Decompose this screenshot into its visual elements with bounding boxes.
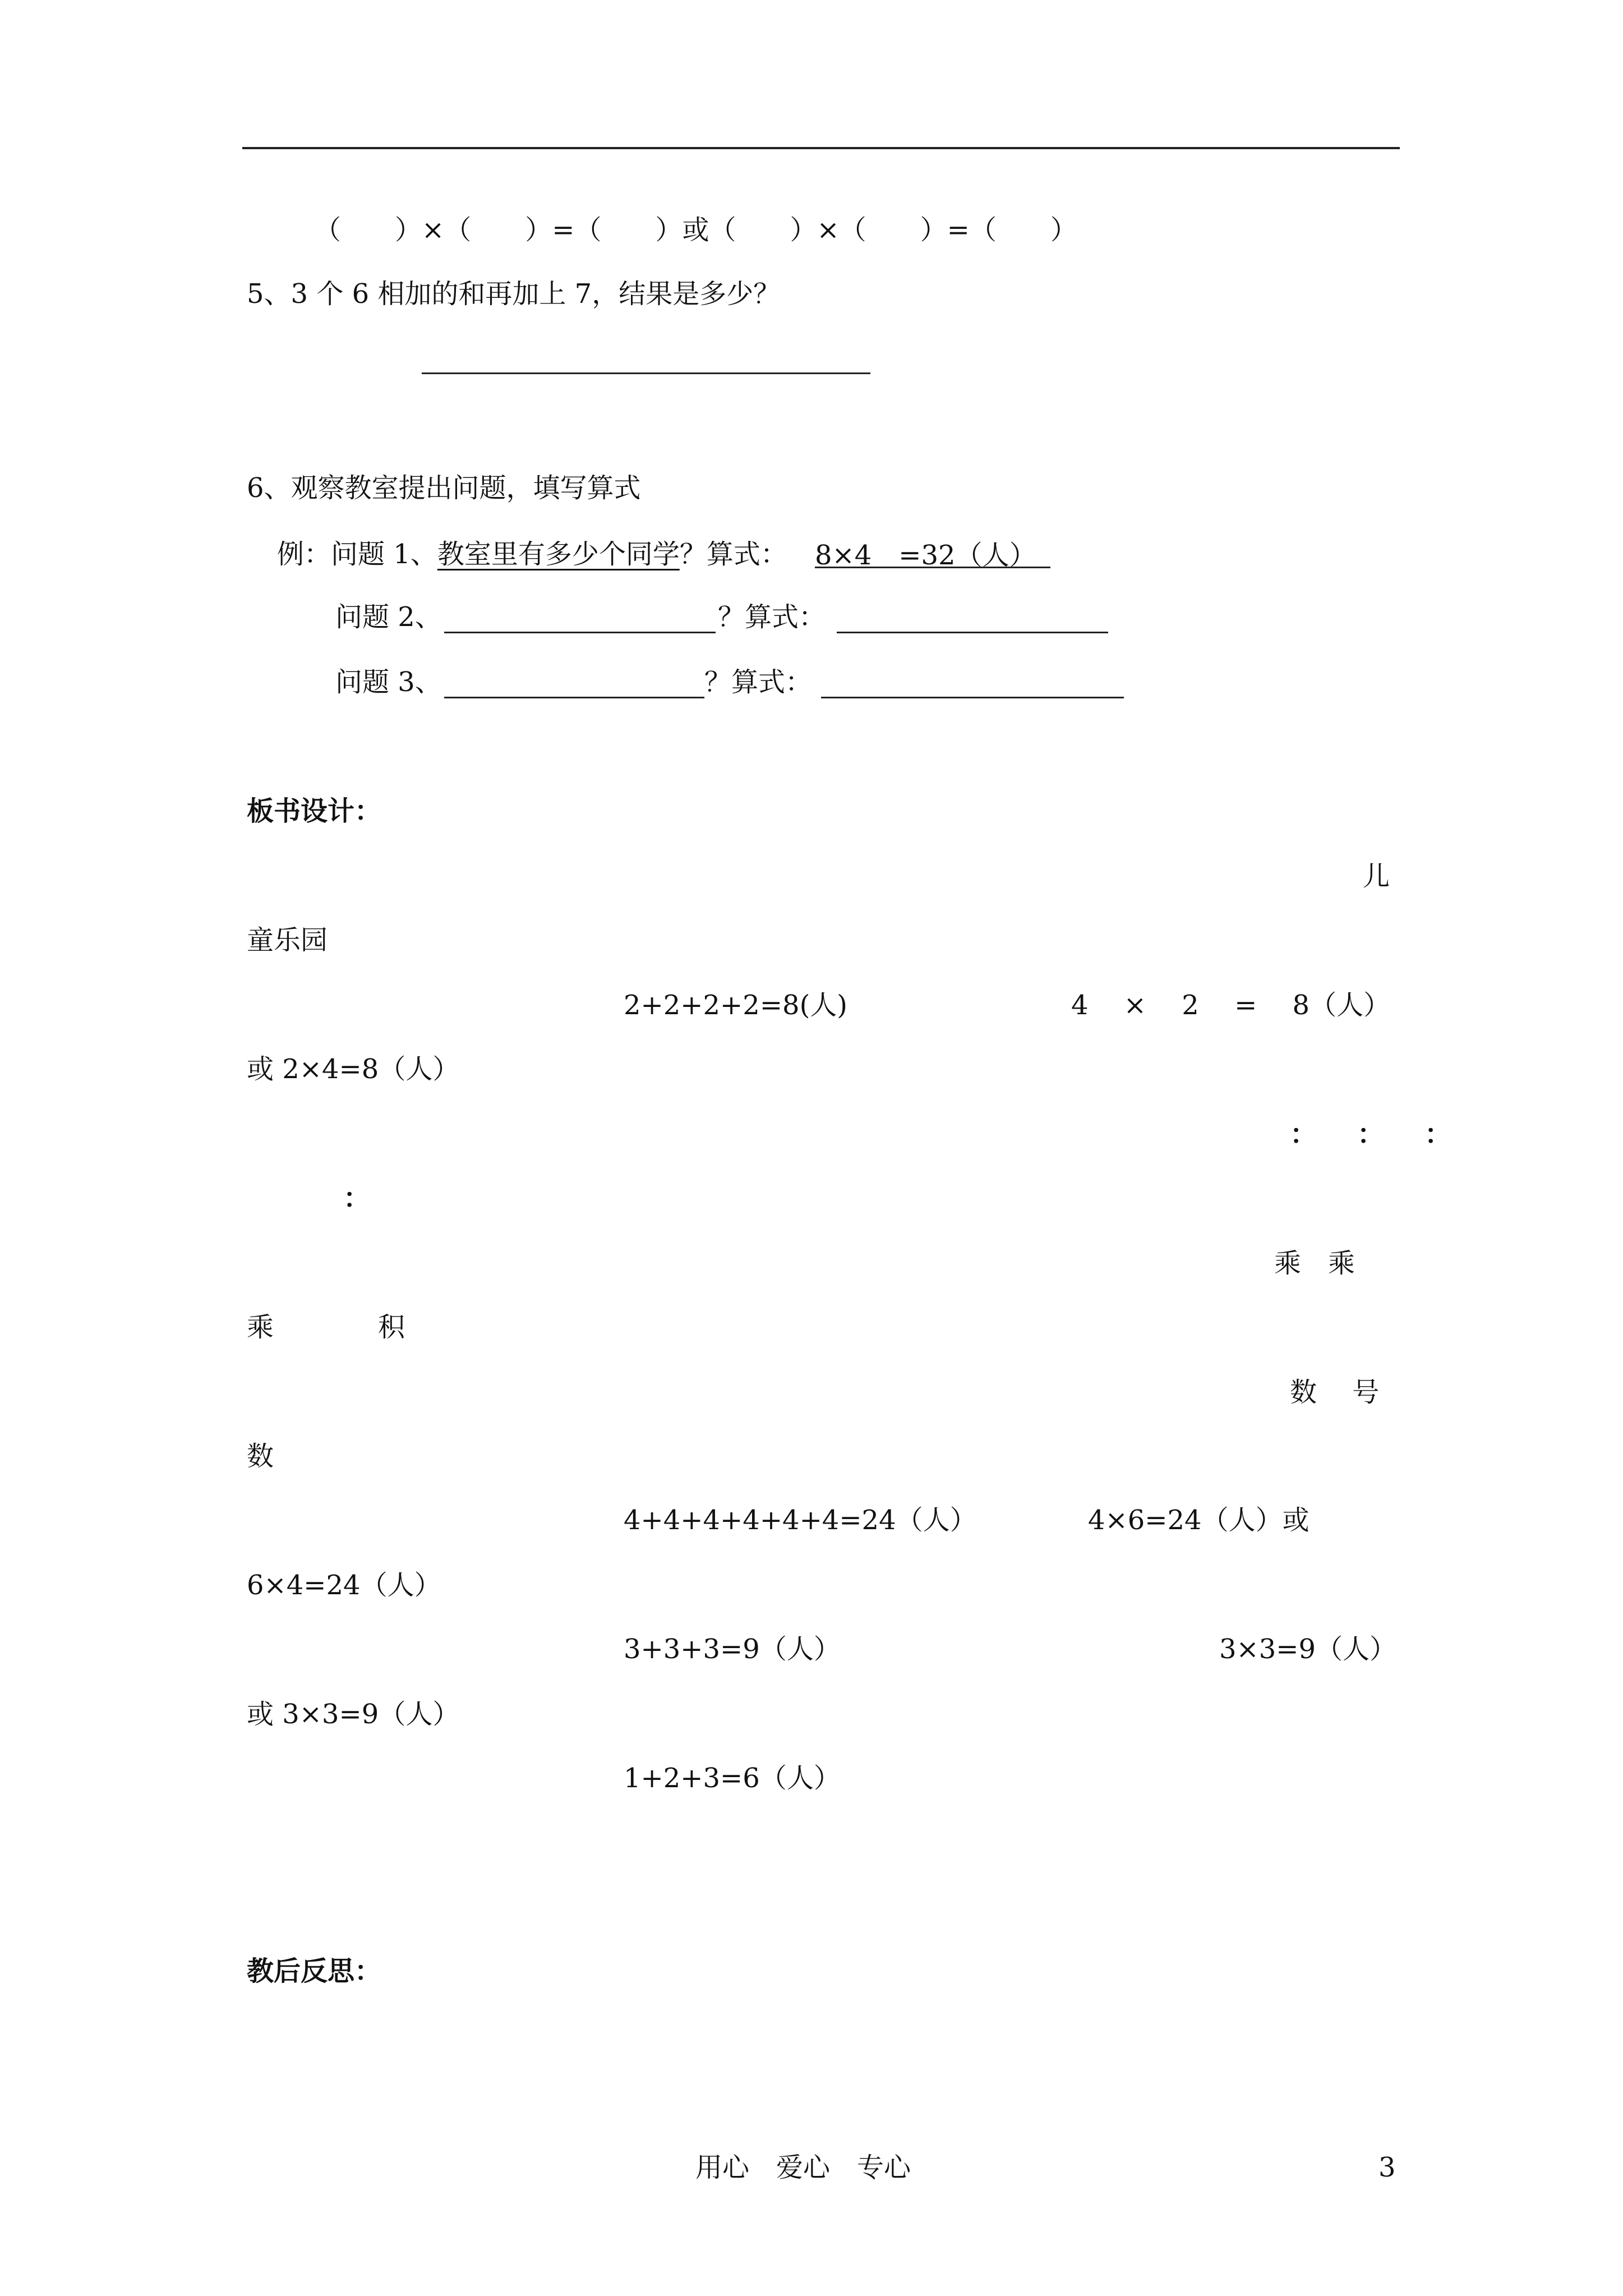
cheng-left: 乘 — [247, 1312, 274, 1343]
row1-multiplication: 4 × 2 = 8（人） — [1071, 990, 1391, 1021]
question-3-formula-blank[interactable] — [821, 697, 1124, 698]
cheng-right: 乘 乘 — [1274, 1248, 1355, 1279]
row2-addition: 4+4+4+4+4+4=24（人） — [624, 1504, 977, 1536]
row1-addition: 2+2+2+2=8(人) — [624, 990, 848, 1021]
example-question: 教室里有多少个同学 — [437, 539, 680, 570]
question-3-blank[interactable] — [444, 697, 704, 698]
colons-right: ： ： ： — [1290, 1119, 1452, 1150]
board-title-char: 儿 — [1363, 861, 1390, 892]
shu-hao-labels: 数 号 — [1290, 1377, 1380, 1408]
question-6-text: 6、观察教室提出问题，填写算式 — [247, 472, 641, 504]
question-2-blank[interactable] — [444, 632, 716, 633]
row2-alternative: 6×4=24（人） — [247, 1570, 441, 1601]
example-prefix: 例：问题 1、 — [277, 539, 437, 570]
colon-left: ： — [343, 1182, 371, 1214]
example-formula-label: ？算式： — [679, 539, 787, 570]
question-2-formula-label: ？算式： — [718, 601, 826, 633]
row3-addition: 3+3+3=9（人） — [624, 1634, 841, 1665]
question-5-text: 5、3 个 6 相加的和再加上 7，结果是多少？ — [247, 278, 781, 310]
question-5-answer-blank[interactable] — [422, 372, 870, 374]
board-title-rest: 童乐园 — [247, 924, 328, 956]
question-3-formula-label: ？算式： — [704, 666, 813, 698]
shu-label: 数 — [247, 1441, 274, 1472]
reflection-heading: 教后反思： — [247, 1955, 382, 1987]
row4-addition: 1+2+3=6（人） — [624, 1763, 841, 1794]
multiplication-fill-row: （ ）×（ ）=（ ）或（ ）×（ ）=（ ） — [314, 214, 1077, 246]
question-2-label: 问题 2、 — [335, 601, 442, 633]
example-formula: 8×4 =32（人） — [815, 540, 1036, 571]
question-3-label: 问题 3、 — [335, 666, 442, 698]
question-2-formula-blank[interactable] — [837, 632, 1108, 633]
example-row — [277, 537, 787, 571]
footer-motto: 用心 爱心 专心 — [695, 2152, 911, 2183]
row1-alternative: 或 2×4=8（人） — [247, 1053, 460, 1085]
row3-multiplication: 3×3=9（人） — [1219, 1634, 1397, 1665]
ji-label: 积 — [378, 1312, 405, 1343]
page-number: 3 — [1378, 2152, 1396, 2183]
example-formula-underline — [815, 567, 1050, 568]
board-design-heading: 板书设计： — [247, 795, 382, 827]
row2-multiplication: 4×6=24（人）或 — [1088, 1504, 1310, 1536]
header-rule — [242, 147, 1400, 149]
row3-alternative: 或 3×3=9（人） — [247, 1699, 460, 1730]
